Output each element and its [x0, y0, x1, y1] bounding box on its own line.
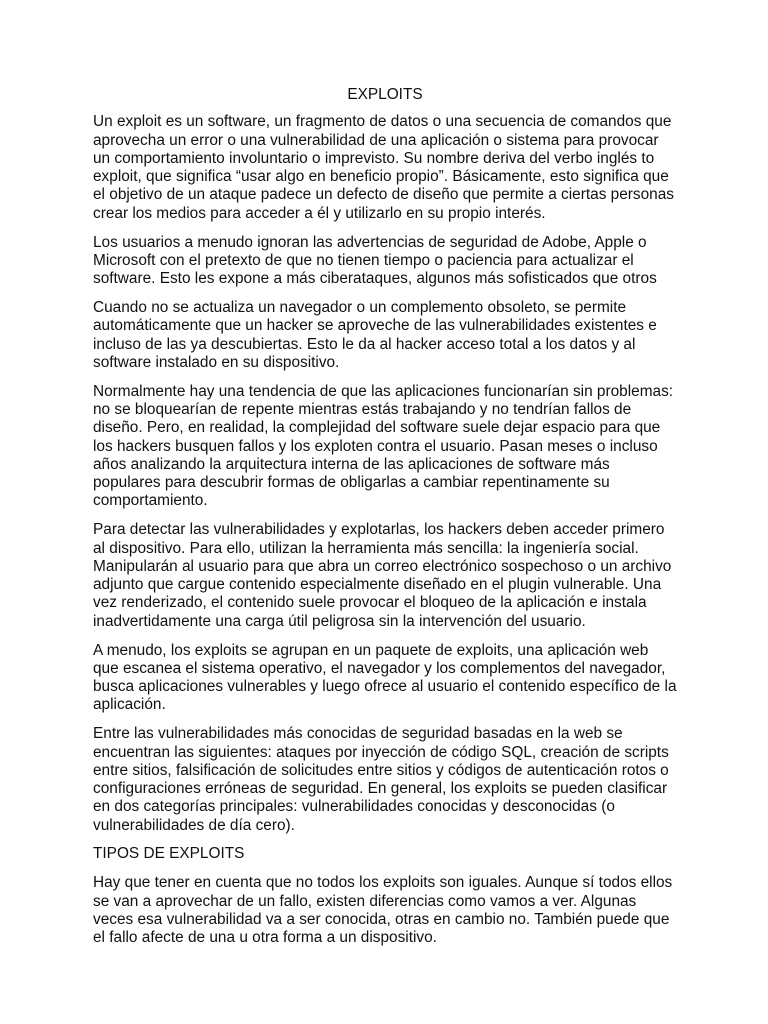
section-heading-types: TIPOS DE EXPLOITS	[93, 845, 245, 863]
paragraph-definition: Un exploit es un software, un fragmento de datos o una secuencia de comandos que aprovecha un error o una vulnerabilidad de una aplicación o sistema para provocar un comportamiento involuntario o imprevisto. Su nombre deriva del verbo inglés to exploit, que significa “usar algo en beneficio propio”. Básicamente, esto significa que el objetivo de un ataque padece un defecto de diseño que permite a ciertas personas crear los medios para acceder a él y utilizarlo en su propio interés.	[93, 113, 674, 222]
document-page	[93, 86, 677, 958]
paragraph-web-vulnerabilities: Entre las vulnerabilidades más conocidas de seguridad basadas en la web se encuentran las siguientes: ataques por inyección de código SQL, creación de scripts entre sitios, falsificación de solicitudes entre sitios y códigos de autenticación rotos o configuraciones erróneas de seguridad. En general, los exploits se pueden clasificar en dos categorías principales: vulnerabilidades conocidas y desconocidas (o vulnerabilidades de día cero).	[93, 725, 669, 834]
paragraph-detection: Para detectar las vulnerabilidades y explotarlas, los hackers deben acceder primero al dispositivo. Para ello, utilizan la herramienta más sencilla: la ingeniería social. Manipularán al usuario para que abra un correo electrónico sospechoso o un archivo adjunto que cargue contenido especialmente diseñado en el plugin vulnerable. Una vez renderizado, el contenido suele provocar el bloqueo de la aplicación e instala inadvertidamente una carga útil peligrosa sin la intervención del usuario.	[93, 521, 672, 630]
page-title: EXPLOITS	[347, 86, 423, 103]
paragraph-browser: Cuando no se actualiza un navegador o un complemento obsoleto, se permite automáticamente que un hacker se aproveche de las vulnerabilidades existentes e incluso de las ya descubiertas. Esto le da al hacker acceso total a los datos y al software instalado en su dispositivo.	[93, 298, 657, 371]
paragraph-tendency: Normalmente hay una tendencia de que las aplicaciones funcionarían sin problemas: no se bloquearían de repente mientras estás trabajando y no tendrían fallos de diseño. Pero, en realidad, la complejidad del software suele dejar espacio para que los hackers busquen fallos y los exploten contra el usuario. Pasan meses o incluso años analizando la arquitectura interna de las aplicaciones de software más populares para descubrir formas de obligarlas a cambiar repentinamente su comportamiento.	[93, 382, 674, 510]
paragraph-users: Los usuarios a menudo ignoran las advertencias de seguridad de Adobe, Apple o Microsoft con el pretexto de que no tienen tiempo o paciencia para actualizar el software. Esto les expone a más ciberataques, algunos más sofisticados que otros	[93, 233, 657, 288]
paragraph-types-intro: Hay que tener en cuenta que no todos los exploits son iguales. Aunque sí todos ellos se van a aprovechar de un fallo, existen diferencias como vamos a ver. Algunas veces esa vulnerabilidad va a ser conocida, otras en cambio no. También puede que el fallo afecte de una u otra forma a un dispositivo.	[93, 874, 673, 947]
paragraph-exploit-kits: A menudo, los exploits se agrupan en un paquete de exploits, una aplicación web que escanea el sistema operativo, el navegador y los complementos del navegador, busca aplicaciones vulnerables y luego ofrece al usuario el contenido específico de la aplicación.	[93, 641, 677, 714]
